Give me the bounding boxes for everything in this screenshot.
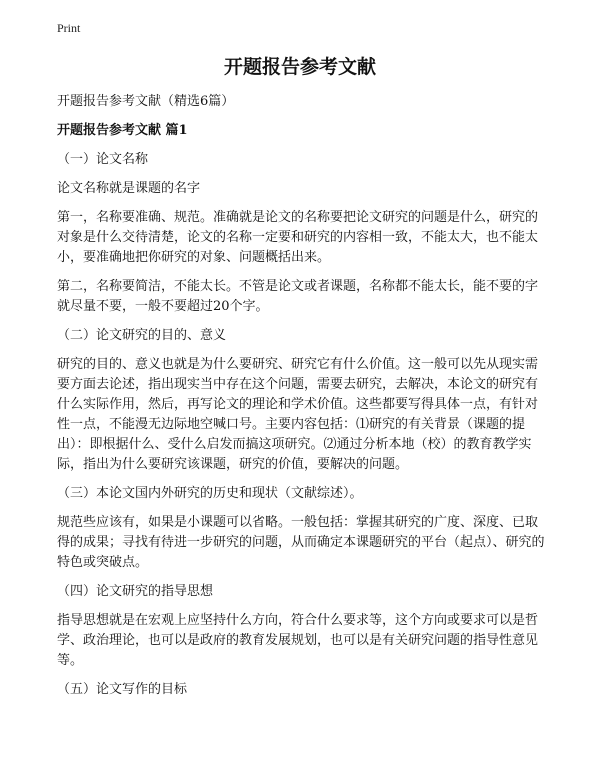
heading-guiding-ideas: （四）论文研究的指导思想 bbox=[57, 584, 214, 599]
heading-purpose: （二）论文研究的目的、意义 bbox=[57, 328, 227, 343]
page-title: 开题报告参考文献 bbox=[223, 56, 376, 78]
paragraph: 规范些应该有，如果是小课题可以省略。一般包括：掌握其研究的广度、深度、已取得的成果；寻找有待进一步研究的问题，从而确定本课题研究的平台（起点）、研究的特色或突破点。 bbox=[57, 515, 545, 570]
heading-literature-review: （三）本论文国内外研究的历史和现状（文献综述）。 bbox=[57, 486, 363, 501]
paragraph: 第一，名称要准确、规范。准确就是论文的名称要把论文研究的问题是什么，研究的对象是什么交待清楚，论文的名称一定要和研究的内容相一致，不能太大，也不能太小，要准确地把你研究的对象、问题概括出来。 bbox=[57, 210, 539, 265]
paragraph: 研究的目的、意义也就是为什么要研究、研究它有什么价值。这一般可以先从现实需要方面去论述，指出现实当中存在这个问题，需要去研究，去解决，本论文的研究有什么实际作用，然后，再写论文的理论和学术价值。这些都要写得具体一点，有针对性一点，不能漫无边际地空喊口号。主要内容包括：⑴研究的有关背景（课题的提出）：即根据什么、受什么启发而搞这项研究。⑵通过分析本地（校）的教育教学实际，指出为什么要研究该课题，研究的价值，要解决的问题。 bbox=[57, 357, 539, 472]
section-title: 开题报告参考文献 篇1 bbox=[57, 123, 188, 138]
paragraph: 论文名称就是课题的名字 bbox=[57, 181, 201, 196]
print-link[interactable]: Print bbox=[57, 21, 81, 35]
paragraph: 指导思想就是在宏观上应坚持什么方向，符合什么要求等，这个方向或要求可以是哲学、政治理论，也可以是政府的教育发展规划，也可以是有关研究问题的指导性意见等。 bbox=[57, 613, 539, 668]
heading-writing-goal: （五）论文写作的目标 bbox=[57, 682, 188, 697]
document-body bbox=[57, 92, 547, 709]
heading-paper-name: （一）论文名称 bbox=[57, 152, 149, 167]
paragraph: 第二，名称要简洁，不能太长。不管是论文或者课题，名称都不能太长，能不要的字就尽量不要，一般不要超过20个字。 bbox=[57, 279, 539, 314]
document-subtitle: 开题报告参考文献（精选6篇） bbox=[57, 94, 235, 109]
